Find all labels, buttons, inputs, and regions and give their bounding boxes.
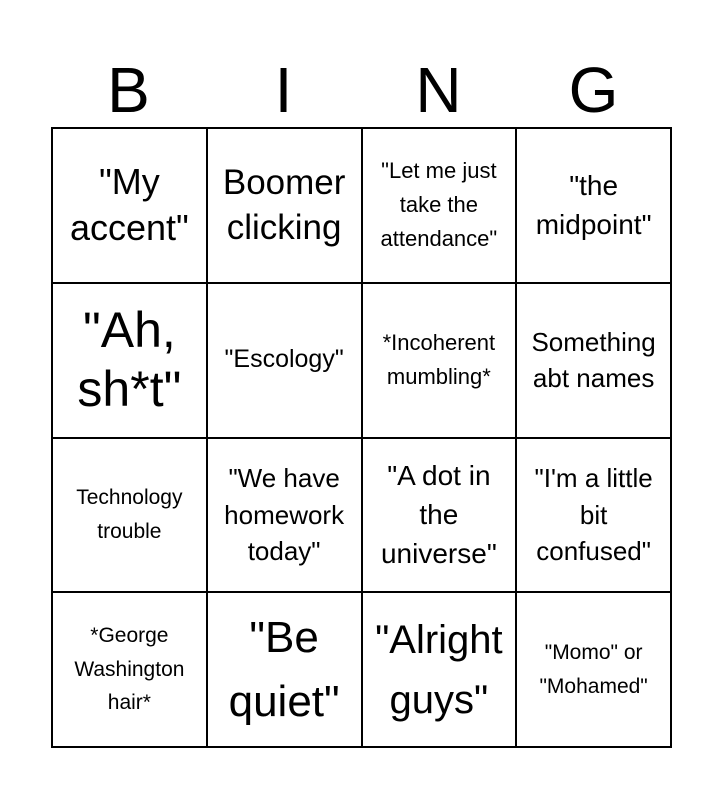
bingo-cell[interactable] bbox=[363, 129, 518, 284]
bingo-cell-text: "Escology" bbox=[224, 345, 344, 374]
bingo-cell[interactable] bbox=[53, 284, 208, 439]
bingo-cell-text: "I'm a little bit confused" bbox=[534, 463, 653, 567]
bingo-cell[interactable] bbox=[53, 439, 208, 594]
bingo-header bbox=[51, 52, 671, 128]
bingo-card-grid bbox=[51, 127, 672, 748]
bingo-cell[interactable] bbox=[208, 284, 363, 439]
bingo-cell[interactable] bbox=[53, 593, 208, 748]
header-letter-g: G bbox=[568, 54, 619, 126]
bingo-cell-text: Something abt names bbox=[531, 326, 656, 394]
bingo-cell[interactable] bbox=[363, 439, 518, 594]
bingo-cell[interactable] bbox=[363, 284, 518, 439]
bingo-cell-text: *Incoherent mumbling* bbox=[382, 330, 496, 390]
bingo-cell[interactable] bbox=[363, 593, 518, 748]
bingo-cell-text: Boomer clicking bbox=[222, 162, 346, 248]
bingo-cell-text: Technology trouble bbox=[76, 486, 183, 543]
bingo-cell-text: "Be quiet" bbox=[228, 612, 340, 726]
header-letter-n: N bbox=[415, 54, 462, 126]
header-letter-i: I bbox=[274, 54, 293, 126]
bingo-cell-text: "Alright guys" bbox=[375, 617, 503, 722]
bingo-cell-text: "A dot in the universe" bbox=[380, 460, 497, 570]
bingo-cell[interactable] bbox=[517, 593, 672, 748]
bingo-cell-text: "My accent" bbox=[69, 160, 189, 249]
bingo-cell-text: *George Washington hair* bbox=[74, 624, 185, 715]
bingo-cell[interactable] bbox=[208, 439, 363, 594]
bingo-cell-text: "We have homework today" bbox=[224, 463, 345, 567]
bingo-cell-text: "the midpoint" bbox=[535, 170, 652, 241]
header-letter-b: B bbox=[107, 54, 150, 126]
bingo-cell[interactable] bbox=[517, 284, 672, 439]
bingo-cell[interactable] bbox=[517, 439, 672, 594]
bingo-cell-text: "Ah, sh*t" bbox=[77, 302, 182, 418]
bingo-cell-text: "Let me just take the attendance" bbox=[380, 158, 498, 252]
bingo-cell[interactable] bbox=[517, 129, 672, 284]
bingo-cell-text: "Momo" or "Mohamed" bbox=[539, 641, 648, 698]
bingo-cell[interactable] bbox=[208, 593, 363, 748]
bingo-cell[interactable] bbox=[53, 129, 208, 284]
bingo-cell[interactable] bbox=[208, 129, 363, 284]
